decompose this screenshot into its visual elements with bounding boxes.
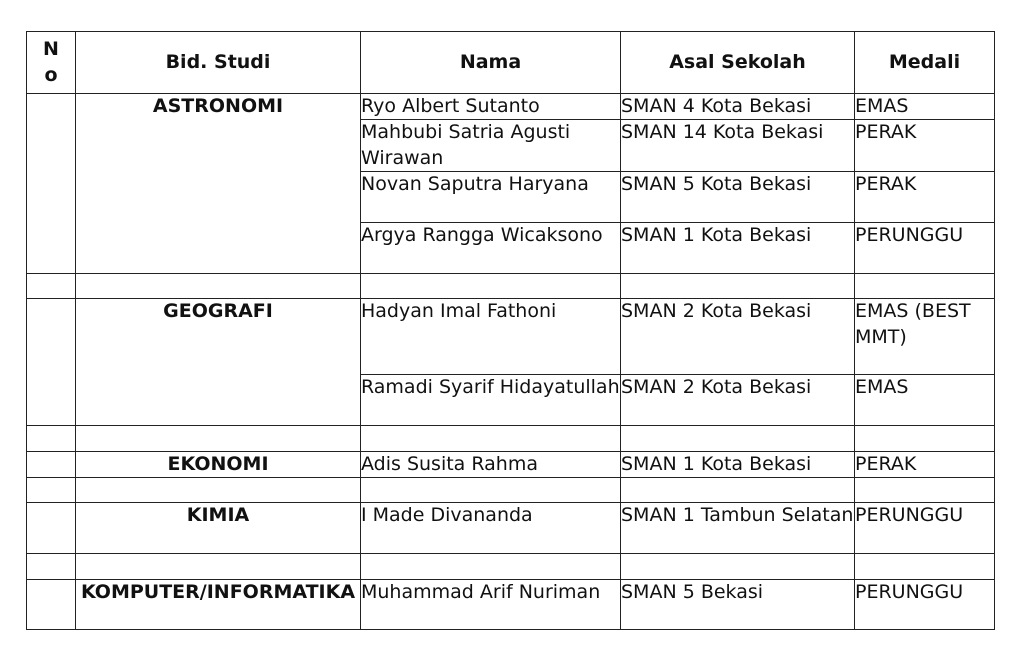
row-number-cell (27, 503, 76, 554)
empty-cell (76, 554, 361, 579)
empty-cell (361, 273, 621, 298)
medal-cell: PERAK (855, 451, 995, 477)
medal-cell: PERAK (855, 120, 995, 172)
school-cell: SMAN 5 Kota Bekasi (621, 172, 855, 223)
empty-cell (621, 477, 855, 502)
subject-cell: ASTRONOMI (76, 94, 361, 274)
school-cell: SMAN 1 Kota Bekasi (621, 223, 855, 274)
header-school: Asal Sekolah (621, 32, 855, 94)
row-number-cell (27, 299, 76, 426)
empty-cell (621, 426, 855, 451)
header-no (27, 32, 76, 94)
medal-cell: PERUNGGU (855, 579, 995, 630)
school-cell: SMAN 2 Kota Bekasi (621, 299, 855, 375)
medal-cell: EMAS (BEST MMT) (855, 299, 995, 375)
empty-cell (27, 426, 76, 451)
subject-cell: GEOGRAFI (76, 299, 361, 426)
school-cell: SMAN 2 Kota Bekasi (621, 375, 855, 426)
table-row (27, 503, 995, 554)
empty-cell (27, 554, 76, 579)
table-row (27, 299, 995, 375)
header-name: Nama (361, 32, 621, 94)
school-cell: SMAN 5 Bekasi (621, 579, 855, 630)
name-cell: Hadyan Imal Fathoni (361, 299, 621, 375)
name-cell: Muhammad Arif Nuriman (361, 579, 621, 630)
spacer-row (27, 554, 995, 579)
name-cell: I Made Divananda (361, 503, 621, 554)
empty-cell (361, 554, 621, 579)
empty-cell (361, 477, 621, 502)
medal-cell: EMAS (855, 94, 995, 120)
header-row (27, 32, 995, 94)
row-number-cell (27, 94, 76, 274)
header-no-line1: N (43, 38, 59, 61)
spacer-row (27, 426, 995, 451)
name-cell: Argya Rangga Wicaksono (361, 223, 621, 274)
header-subject: Bid. Studi (76, 32, 361, 94)
school-cell: SMAN 4 Kota Bekasi (621, 94, 855, 120)
table-row (27, 94, 995, 120)
empty-cell (27, 273, 76, 298)
name-cell: Ramadi Syarif Hidayatullah (361, 375, 621, 426)
row-number-cell (27, 451, 76, 477)
empty-cell (76, 426, 361, 451)
medal-cell: PERUNGGU (855, 503, 995, 554)
empty-cell (27, 477, 76, 502)
spacer-row (27, 273, 995, 298)
empty-cell (855, 554, 995, 579)
row-number-cell (27, 579, 76, 630)
school-cell: SMAN 1 Tambun Selatan (621, 503, 855, 554)
empty-cell (855, 273, 995, 298)
empty-cell (76, 273, 361, 298)
empty-cell (621, 273, 855, 298)
header-no-line2: o (44, 63, 58, 86)
school-cell: SMAN 1 Kota Bekasi (621, 451, 855, 477)
school-cell: SMAN 14 Kota Bekasi (621, 120, 855, 172)
medal-cell: EMAS (855, 375, 995, 426)
medal-cell: PERAK (855, 172, 995, 223)
empty-cell (855, 477, 995, 502)
name-cell: Mahbubi Satria Agusti Wirawan (361, 120, 621, 172)
empty-cell (76, 477, 361, 502)
medal-cell: PERUNGGU (855, 223, 995, 274)
empty-cell (361, 426, 621, 451)
name-cell: Novan Saputra Haryana (361, 172, 621, 223)
empty-cell (621, 554, 855, 579)
table-row (27, 451, 995, 477)
subject-cell: KOMPUTER/INFORMATIKA (76, 579, 361, 630)
name-cell: Ryo Albert Sutanto (361, 94, 621, 120)
name-cell: Adis Susita Rahma (361, 451, 621, 477)
spacer-row (27, 477, 995, 502)
subject-cell: KIMIA (76, 503, 361, 554)
table-row (27, 579, 995, 630)
empty-cell (855, 426, 995, 451)
subject-cell: EKONOMI (76, 451, 361, 477)
header-medal: Medali (855, 32, 995, 94)
results-table (26, 31, 995, 630)
